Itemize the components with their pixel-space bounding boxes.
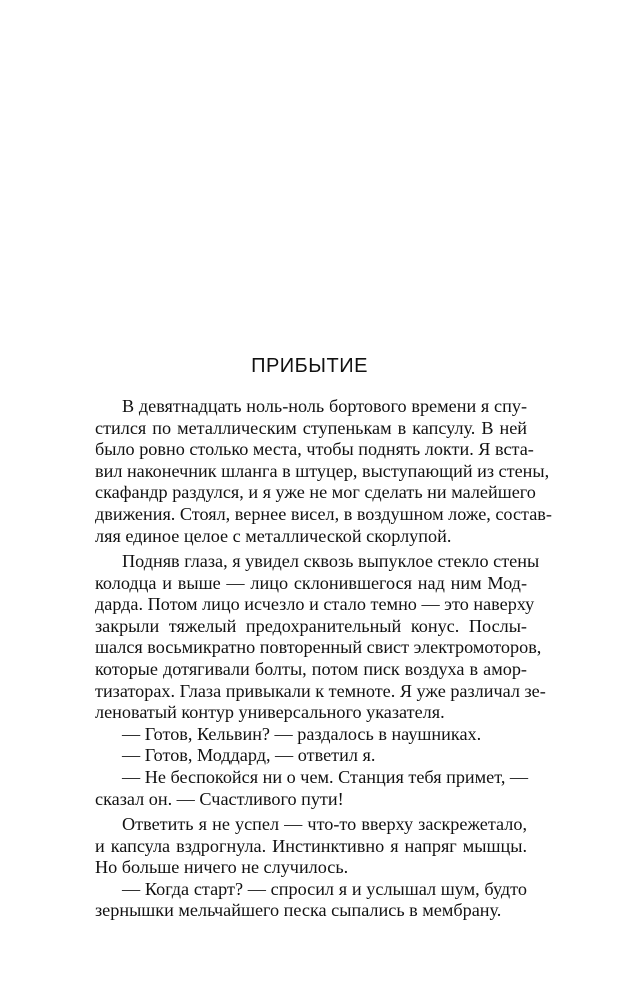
text-line: ляя единое целое с металлической скорлупой.	[95, 525, 452, 546]
paragraph	[95, 814, 527, 879]
text-line: было ровно столько места, чтобы поднять локти. Я вста-	[95, 439, 534, 460]
text-line: и капсула вздрогнула. Инстинктивно я напряг мышцы.	[95, 835, 527, 856]
paragraph	[95, 724, 527, 746]
paragraph	[95, 767, 527, 810]
paragraph	[95, 396, 552, 547]
paragraph	[95, 745, 527, 767]
text-line: Но больше ничего не случилось.	[95, 857, 349, 878]
text-line: В девятнадцать ноль-ноль бортового времени я спу-	[122, 396, 527, 416]
dialogue-line: — Когда старт? — спросил я и услышал шум, будто	[122, 878, 527, 899]
text-line: леноватый контур универсального указателя.	[95, 702, 445, 723]
chapter-title: ПРИБЫТИЕ	[251, 355, 368, 377]
text-line: Ответить я не успел — что-то вверху заскрежетало,	[122, 814, 527, 835]
text-line: которые дотягивали болты, потом писк воздуха в амор-	[95, 659, 527, 680]
text-line: колодца и выше — лицо склонившегося над ним Мод-	[95, 572, 527, 593]
text-line: Подняв глаза, я увидел сквозь выпуклое стекло стены	[122, 551, 540, 572]
dialogue-line: — Готов, Кельвин? — раздалось в наушниках.	[122, 723, 482, 744]
text-line: тизаторах. Глаза привыкали к темноте. Я уже различал зе-	[95, 680, 546, 701]
paragraph	[95, 551, 546, 724]
paragraph	[95, 879, 527, 922]
text-line: шался восьмикратно повторенный свист электромоторов,	[95, 637, 542, 658]
text-line: дарда. Потом лицо исчезло и стало темно — это наверху	[95, 594, 535, 615]
text-line: скафандр раздулся, и я уже не мог сделать ни малейшего	[95, 482, 536, 503]
dialogue-line: сказал он. — Счастливого пути!	[95, 788, 344, 809]
text-line: стился по металлическим ступенькам в капсулу. В ней	[95, 417, 527, 438]
text-line: вил наконечник шланга в штуцер, выступающий из стены,	[95, 460, 550, 481]
text-line: закрыли тяжелый предохранительный конус. Послы-	[95, 615, 527, 636]
dialogue-line: — Не беспокойся ни о чем. Станция тебя примет, —	[122, 766, 529, 787]
dialogue-line: — Готов, Моддард, — ответил я.	[122, 745, 376, 766]
dialogue-line: зернышки мельчайшего песка сыпались в мембрану.	[95, 900, 502, 921]
body-text	[95, 396, 552, 922]
text-line: движения. Стоял, вернее висел, в воздушном ложе, состав-	[95, 503, 552, 524]
